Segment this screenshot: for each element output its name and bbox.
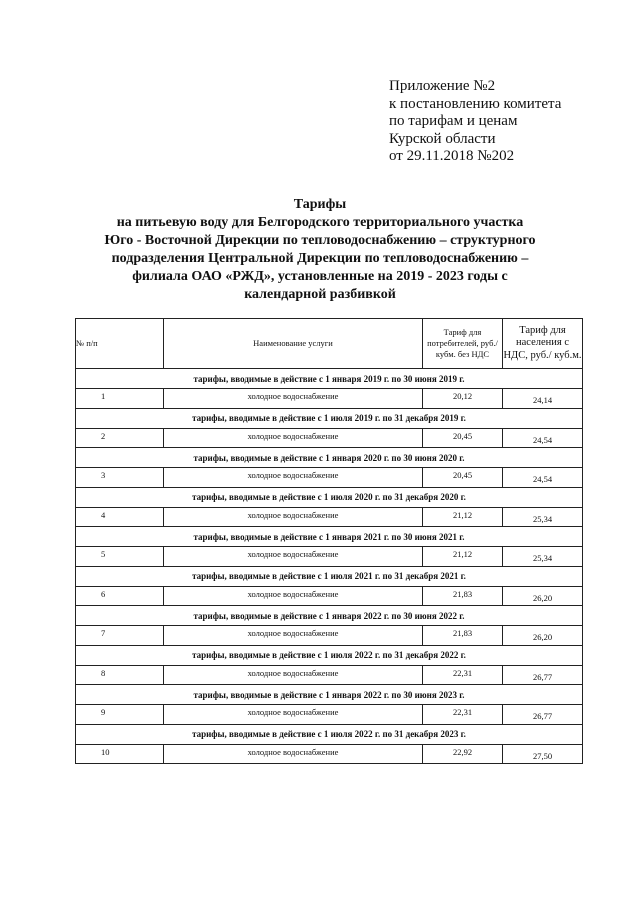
tariff-consumers: 20,45 bbox=[423, 428, 503, 448]
tariff-population: 26,20 bbox=[503, 626, 583, 646]
period-label: тарифы, вводимые в действие с 1 июля 2021 г. по 31 декабря 2021 г. bbox=[76, 566, 583, 586]
period-row bbox=[76, 408, 583, 428]
table-row bbox=[76, 626, 583, 646]
row-number: 8 bbox=[76, 665, 164, 685]
appendix-line: от 29.11.2018 №202 bbox=[389, 148, 515, 164]
title-line: подразделения Центральной Дирекции по тепловодоснабжению – bbox=[111, 251, 529, 266]
period-label: тарифы, вводимые в действие с 1 января 2020 г. по 30 июня 2020 г. bbox=[76, 448, 583, 468]
service-name: холодное водоснабжение bbox=[164, 547, 423, 567]
row-number: 7 bbox=[76, 626, 164, 646]
service-name: холодное водоснабжение bbox=[164, 744, 423, 764]
service-name: холодное водоснабжение bbox=[164, 389, 423, 409]
period-row bbox=[76, 566, 583, 586]
period-label: тарифы, вводимые в действие с 1 января 2019 г. по 30 июня 2019 г. bbox=[76, 369, 583, 389]
tariff-table bbox=[75, 318, 583, 764]
header-num: № п/п bbox=[76, 319, 164, 369]
table-header-row bbox=[76, 319, 583, 369]
tariff-consumers: 21,12 bbox=[423, 507, 503, 527]
title-line: календарной разбивкой bbox=[244, 287, 396, 302]
period-label: тарифы, вводимые в действие с 1 июля 2022 г. по 31 декабря 2022 г. bbox=[76, 645, 583, 665]
tariff-consumers: 21,12 bbox=[423, 547, 503, 567]
service-name: холодное водоснабжение bbox=[164, 586, 423, 606]
table-row bbox=[76, 389, 583, 409]
service-name: холодное водоснабжение bbox=[164, 705, 423, 725]
title-line: Юго - Восточной Дирекции по тепловодоснабжению – структурного bbox=[104, 233, 536, 248]
tariff-population: 25,34 bbox=[503, 507, 583, 527]
header-population: Тариф для населения с НДС, руб./ куб.м. bbox=[503, 319, 583, 369]
period-label: тарифы, вводимые в действие с 1 января 2021 г. по 30 июня 2021 г. bbox=[76, 527, 583, 547]
service-name: холодное водоснабжение bbox=[164, 468, 423, 488]
period-row bbox=[76, 369, 583, 389]
period-row bbox=[76, 645, 583, 665]
tariff-consumers: 20,12 bbox=[423, 389, 503, 409]
table-row bbox=[76, 468, 583, 488]
tariff-consumers: 22,92 bbox=[423, 744, 503, 764]
period-label: тарифы, вводимые в действие с 1 июля 2022 г. по 31 декабря 2023 г. bbox=[76, 724, 583, 744]
tariff-consumers: 20,45 bbox=[423, 468, 503, 488]
tariff-population: 24,54 bbox=[503, 468, 583, 488]
service-name: холодное водоснабжение bbox=[164, 665, 423, 685]
tariff-population: 26,77 bbox=[503, 705, 583, 725]
title-line: на питьевую воду для Белгородского территориального участка bbox=[116, 215, 524, 230]
row-number: 4 bbox=[76, 507, 164, 527]
table-row bbox=[76, 507, 583, 527]
appendix-block bbox=[389, 78, 561, 166]
row-number: 2 bbox=[76, 428, 164, 448]
document-title bbox=[60, 196, 580, 304]
period-row bbox=[76, 448, 583, 468]
table-row bbox=[76, 705, 583, 725]
header-service: Наименование услуги bbox=[164, 319, 423, 369]
period-row bbox=[76, 685, 583, 705]
period-label: тарифы, вводимые в действие с 1 июля 2020 г. по 31 декабря 2020 г. bbox=[76, 487, 583, 507]
tariff-population: 24,54 bbox=[503, 428, 583, 448]
row-number: 10 bbox=[76, 744, 164, 764]
tariff-population: 26,20 bbox=[503, 586, 583, 606]
title-line: Тарифы bbox=[293, 197, 347, 212]
row-number: 5 bbox=[76, 547, 164, 567]
tariff-population: 27,50 bbox=[503, 744, 583, 764]
header-consumers: Тариф для потребителей, руб./ кубм. без НДС bbox=[423, 319, 503, 369]
row-number: 3 bbox=[76, 468, 164, 488]
period-label: тарифы, вводимые в действие с 1 января 2022 г. по 30 июня 2022 г. bbox=[76, 606, 583, 626]
service-name: холодное водоснабжение bbox=[164, 428, 423, 448]
row-number: 6 bbox=[76, 586, 164, 606]
tariff-population: 25,34 bbox=[503, 547, 583, 567]
service-name: холодное водоснабжение bbox=[164, 626, 423, 646]
tariff-population: 24,14 bbox=[503, 389, 583, 409]
table-row bbox=[76, 428, 583, 448]
appendix-line: Курской области bbox=[389, 130, 496, 147]
appendix-line: к постановлению комитета bbox=[389, 95, 562, 112]
table-row bbox=[76, 665, 583, 685]
period-row bbox=[76, 606, 583, 626]
tariff-consumers: 22,31 bbox=[423, 665, 503, 685]
service-name: холодное водоснабжение bbox=[164, 507, 423, 527]
tariff-consumers: 21,83 bbox=[423, 586, 503, 606]
tariff-population: 26,77 bbox=[503, 665, 583, 685]
period-label: тарифы, вводимые в действие с 1 января 2022 г. по 30 июня 2023 г. bbox=[76, 685, 583, 705]
tariff-consumers: 21,83 bbox=[423, 626, 503, 646]
table-row bbox=[76, 586, 583, 606]
table-row bbox=[76, 744, 583, 764]
row-number: 9 bbox=[76, 705, 164, 725]
row-number: 1 bbox=[76, 389, 164, 409]
table-row bbox=[76, 547, 583, 567]
appendix-line: по тарифам и ценам bbox=[389, 113, 518, 129]
tariff-consumers: 22,31 bbox=[423, 705, 503, 725]
title-line: филиала ОАО «РЖД», установленные на 2019 - 2023 годы с bbox=[132, 269, 508, 284]
period-row bbox=[76, 527, 583, 547]
period-row bbox=[76, 724, 583, 744]
period-row bbox=[76, 487, 583, 507]
period-label: тарифы, вводимые в действие с 1 июля 2019 г. по 31 декабря 2019 г. bbox=[76, 408, 583, 428]
appendix-line: Приложение №2 bbox=[389, 78, 496, 94]
